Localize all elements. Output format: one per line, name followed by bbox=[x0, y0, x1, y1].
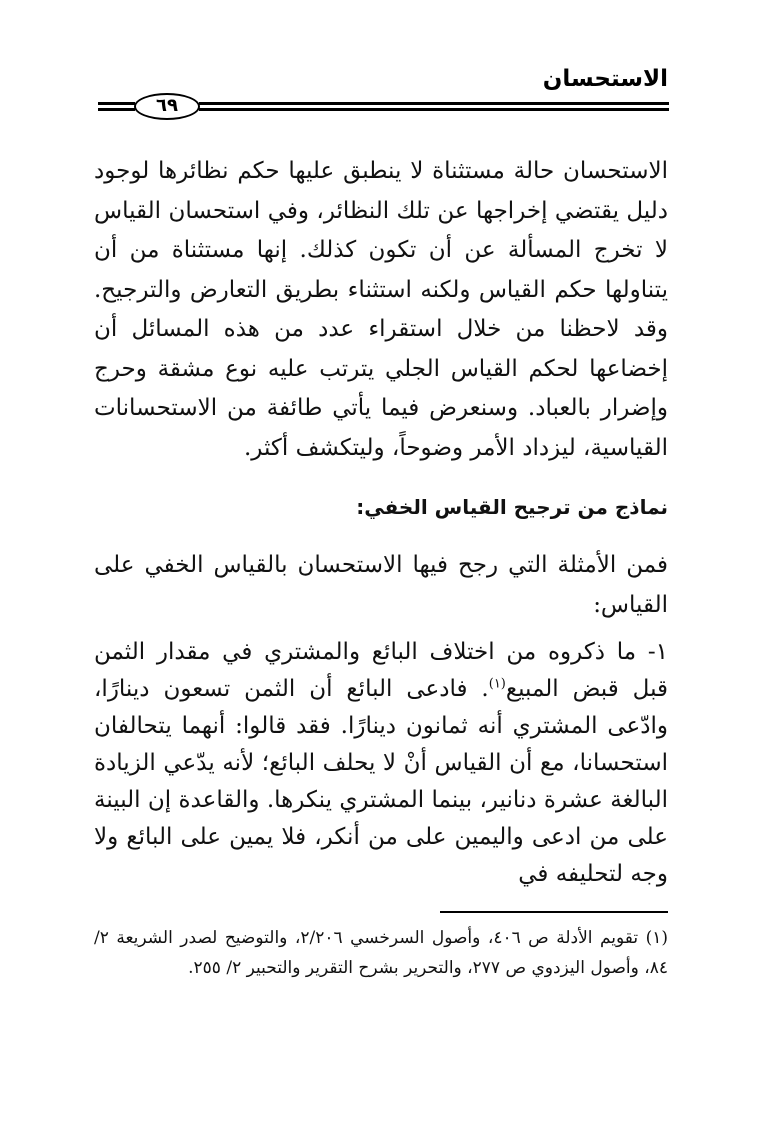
footnote-reference[interactable]: (١) bbox=[488, 676, 506, 692]
header-rule-line bbox=[98, 108, 135, 111]
intro-paragraph bbox=[94, 546, 668, 625]
header-rule bbox=[98, 93, 669, 123]
example-text bbox=[94, 634, 668, 893]
section-heading: نماذج من ترجيح القياس الخفي: bbox=[356, 495, 668, 519]
footnote-text: (١) تقويم الأدلة ص ٤٠٦، وأصول السرخسي ٢/٢٠٦، والتوضيح لصدر الشريعة ٢/ ٨٤، وأصول اليزدوي ص ٢٧٧، والتحرير بشرح التقرير والتحبير ٢/ ٢٥٥. bbox=[94, 928, 668, 978]
page-number: ٦٩ bbox=[134, 93, 200, 120]
example-paragraph bbox=[94, 634, 668, 893]
running-head: الاستحسان bbox=[542, 66, 668, 92]
body-paragraph bbox=[94, 152, 668, 468]
example-text-b: . فادعى البائع أن الثمن تسعون دينارًا، وادّعى المشتري أنه ثمانون دينارًا. فقد قالوا: أنهما يتحالفان استحسانا، مع أن القياس أنْ لا يحلف البائع؛ لأنه يدّعي الزيادة البالغة عشرة دنانير، بينما المشتري ينكرها. والقاعدة إن البينة على من ادعى واليمين على من أنكر، فلا يمين على البائع ولا وجه لتحليفه في bbox=[94, 676, 668, 887]
intro-text: فمن الأمثلة التي رجح فيها الاستحسان بالقياس الخفي على القياس: bbox=[94, 552, 668, 618]
header-rule-line bbox=[199, 102, 669, 105]
example-text-a: ١- ما ذكروه من اختلاف البائع والمشتري في مقدار الثمن قبل قبض المبيع bbox=[94, 639, 669, 702]
footnote-divider bbox=[440, 911, 668, 913]
header-rule-line bbox=[199, 108, 669, 111]
paragraph-text: الاستحسان حالة مستثناة لا ينطبق عليها حكم نظائرها لوجود دليل يقتضي إخراجها عن تلك النظائر، وفي استحسان القياس لا تخرج المسألة عن أن تكون كذلك. إنها مستثناة من أن يتناولها حكم القياس ولكنه استثناء بطريق التعارض والترجيح. وقد لاحظنا من خلال استقراء عدد من هذه المسائل أن إخضاعها لحكم القياس الجلي يترتب عليه نوع مشقة وحرج وإضرار بالعباد. وسنعرض فيما يأتي طائفة من الاستحسانات القياسية، ليزداد الأمر وضوحاً، وليتكشف أكثر. bbox=[94, 158, 668, 461]
header-rule-line bbox=[98, 102, 135, 105]
footnote bbox=[94, 923, 668, 983]
